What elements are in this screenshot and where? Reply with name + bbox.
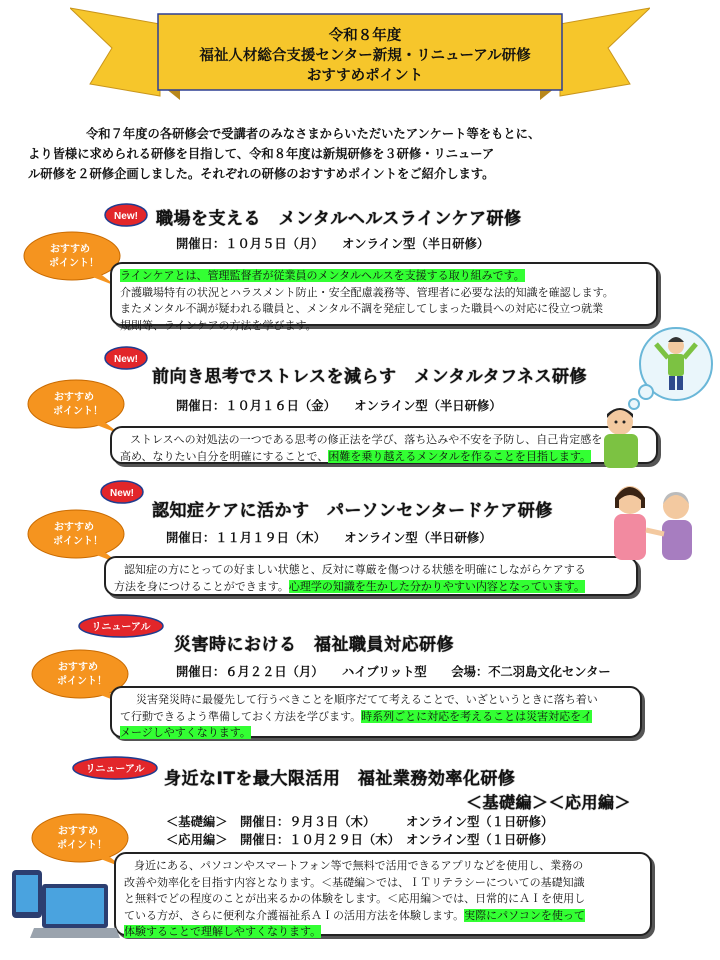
- intro-paragraph: [28, 124, 692, 184]
- header-title: [160, 26, 570, 86]
- course-3-meta: 開催日：１１月１９日（木） オンライン型（半日研修）: [166, 531, 492, 545]
- intro-line-1: 令和７年度の各研修会で受講者のみなさまからいただいたアンケート等をもとに、: [86, 127, 541, 141]
- svg-text:New!: New!: [114, 354, 138, 365]
- course-5-meta-1-label: ＜基礎編＞: [166, 815, 228, 829]
- course-5-meta-2-label: ＜応用編＞: [166, 833, 228, 847]
- new-badge-1: [104, 203, 148, 227]
- course-5-highlight: 実際にパソコンを使って: [464, 908, 585, 922]
- svg-text:ポイント！: ポイント！: [53, 536, 103, 547]
- course-4-meta: 開催日：６月２２日（月） ハイブリット型 会場：不二羽島文化センター: [176, 665, 611, 679]
- svg-text:New!: New!: [110, 488, 134, 499]
- svg-text:ポイント！: ポイント！: [53, 406, 103, 417]
- svg-text:おすすめ: おすすめ: [57, 826, 99, 837]
- intro-line-2: より皆様に求められる研修を目指して、令和８年度は新規研修を３研修・リニューア: [28, 147, 495, 161]
- course-5-meta-2: 開催日：１０月２９日（木） オンライン型（１日研修）: [240, 833, 554, 847]
- course-1-description: ラインケアとは、管理監督者が従業員のメンタルヘルスを支援する取り組みです。 介護職場特有の状況とハラスメント防止・安全配慮義務等、管理者に必要な法的知識を確認します。 またメンタル不調が疑われる職員と、メンタル不調を発症してしまった職員への対応に役立つ就業 規則等、ラインケアの方法を学びます。: [110, 262, 658, 326]
- course-4-title: 災害時における 福祉職員対応研修: [174, 635, 454, 655]
- course-1-title: 職場を支える メンタルヘルスラインケア研修: [156, 209, 522, 229]
- svg-text:おすすめ: おすすめ: [53, 392, 95, 403]
- course-2-description: ストレスへの対処法の一つである思考の修正法を学び、落ち込みや不安を予防し、自己肯定感を 高め、なりたい自分を明確にすることで、困難を乗り越えるメンタルを作ることを目指します。: [110, 426, 658, 464]
- svg-text:おすすめ: おすすめ: [53, 522, 95, 533]
- new-badge-text: New!: [114, 211, 138, 222]
- svg-text:ポイント！: ポイント！: [49, 258, 99, 269]
- course-2-meta: 開催日：１０月１６日（金） オンライン型（半日研修）: [176, 399, 502, 413]
- course-2-highlight: 困難を乗り越えるメンタルを作ることを目指します。: [328, 449, 592, 463]
- course-1-highlight: ラインケアとは、管理監督者が従業員のメンタルヘルスを支援する取り組みです。: [120, 269, 525, 282]
- course-3-description: 認知症の方にとっての好ましい状態と、反対に尊厳を傷つける状態を明確にしながらケアする 方法を身につけることができます。心理学の知識を生かした分かりやすい内容となっています。: [104, 556, 638, 596]
- course-2-title: 前向き思考でストレスを減らす メンタルタフネス研修: [152, 367, 587, 387]
- renewal-badge-1: [78, 614, 164, 638]
- recommend-bubble-1: [20, 228, 124, 290]
- course-3-highlight: 心理学の知識を生かした分かりやすい内容となっています。: [288, 579, 586, 593]
- caregiver-illustration: [604, 478, 704, 564]
- svg-text:おすすめ: おすすめ: [49, 244, 91, 255]
- renewal-badge-2: [72, 756, 158, 780]
- svg-text:おすすめ: おすすめ: [57, 662, 99, 673]
- course-5-description: 身近にある、パソコンやスマートフォン等で無料で活用できるアプリなどを使用し、業務の 改善や効率化を目指す内容となります。＜基礎編＞では、ＩＴリテラシーについての基礎知識 と無料でどの程度のことが出来るかの体験をします。＜応用編＞では、日常的にＡＩを使用し ている方が、さらに便利な介護福祉系ＡＩの活用方法を体験します。実際にパソコンを使って 体験することで理解しやすくなります。: [114, 852, 652, 936]
- course-5-meta-1: 開催日：９月３日（木） オンライン型（１日研修）: [240, 815, 554, 829]
- course-5-title: 身近なITを最大限活用 福祉業務効率化研修: [164, 769, 516, 789]
- course-3-title: 認知症ケアに活かす パーソンセンタードケア研修: [152, 501, 553, 521]
- header-line-3: おすすめポイント: [306, 68, 424, 84]
- svg-text:ポイント！: ポイント！: [57, 676, 107, 687]
- course-1-meta: 開催日：１０月５日（月） オンライン型（半日研修）: [176, 237, 490, 251]
- course-4-highlight: 時系列ごとに対応を考えることは災害対応をイ: [361, 709, 593, 723]
- new-badge-2: [104, 346, 148, 370]
- intro-line-3: ル研修を２研修企画しました。それぞれの研修のおすすめポイントをご紹介します。: [28, 167, 495, 181]
- svg-text:ポイント！: ポイント！: [57, 840, 107, 851]
- course-4-description: 災害発災時に最優先して行うべきことを順序だてて考えることで、いざというときに落ち着い て行動できるよう準備しておく方法を学びます。時系列ごとに対応を考えることは災害対応をイ メージしやすくなります。: [110, 686, 642, 738]
- svg-text:リニューアル: リニューアル: [85, 764, 145, 775]
- course-5-subtitle: ＜基礎編＞＜応用編＞: [466, 793, 632, 812]
- header-line-2: 福祉人材総合支援センター新規・リニューアル研修: [199, 48, 531, 64]
- header-line-1: 令和８年度: [328, 28, 402, 44]
- thinking-person-illustration: [594, 318, 716, 468]
- svg-text:リニューアル: リニューアル: [91, 622, 151, 633]
- new-badge-3: [100, 480, 144, 504]
- devices-illustration: [8, 866, 120, 950]
